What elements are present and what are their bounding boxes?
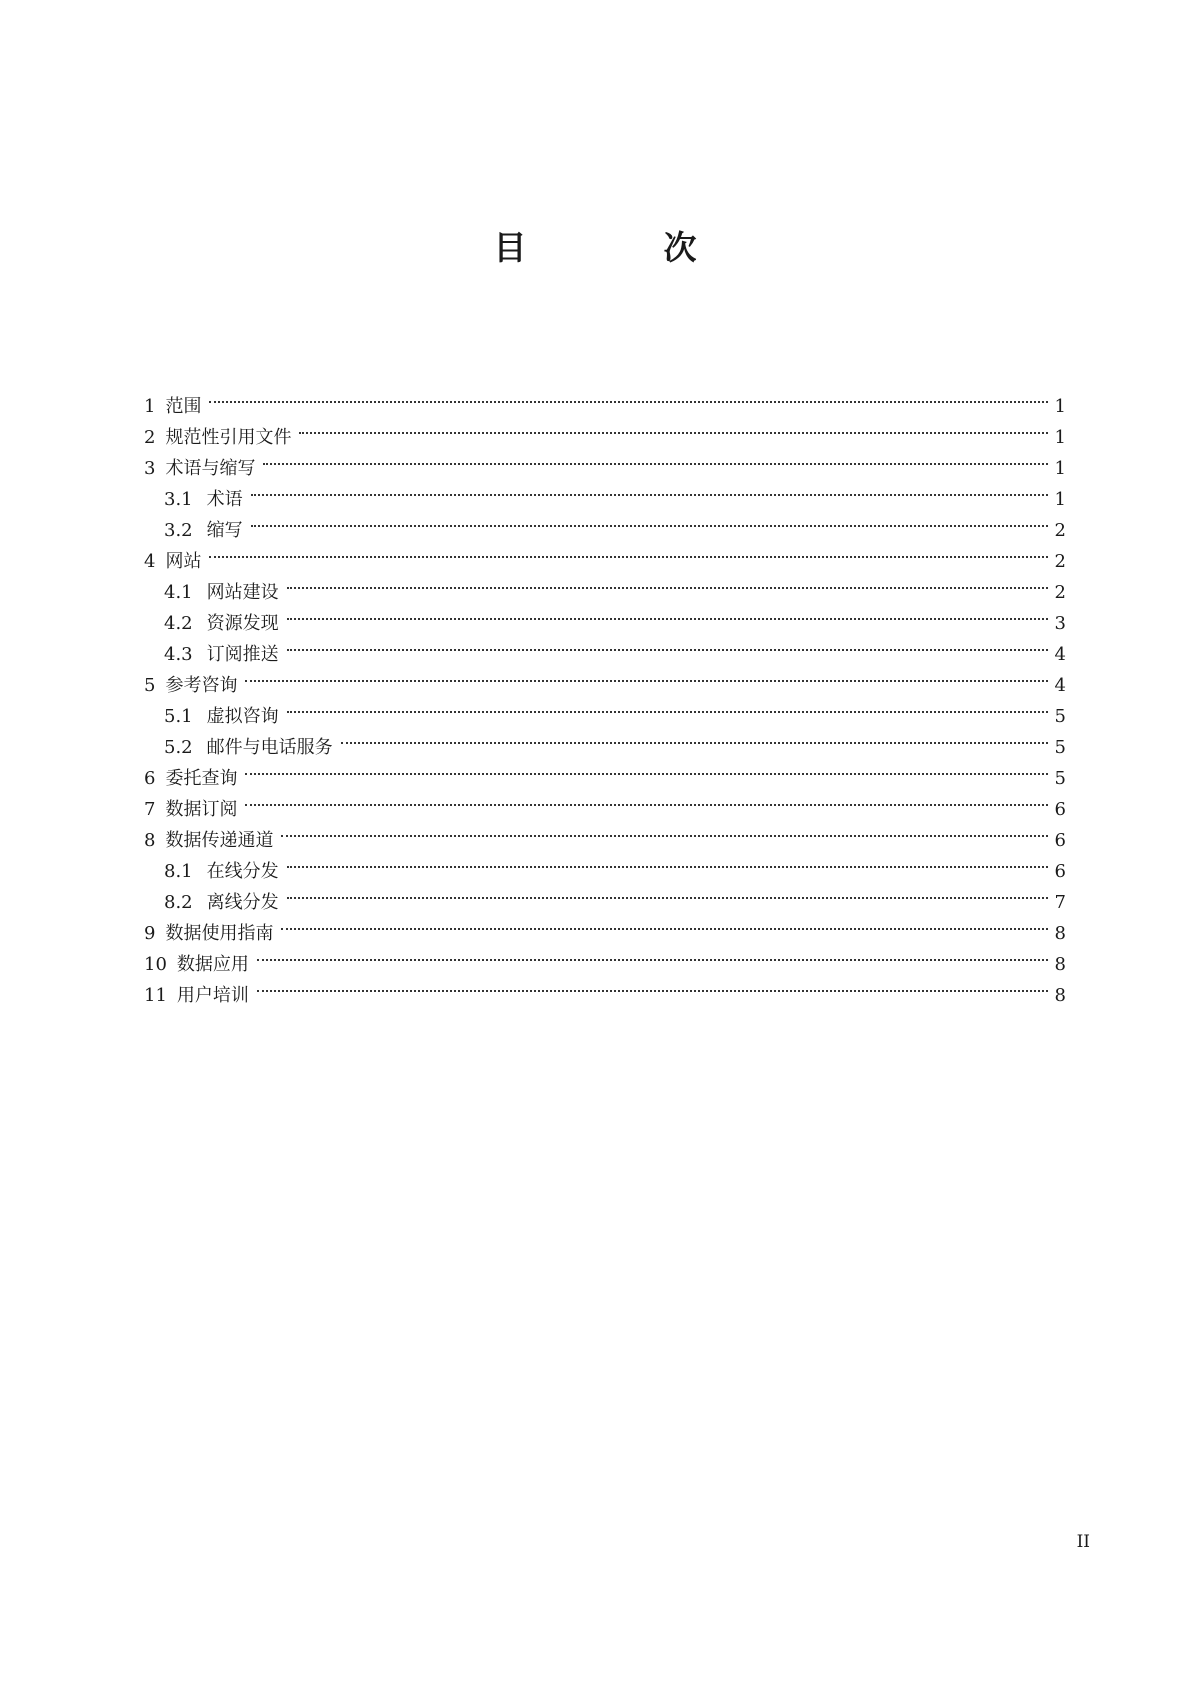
- toc-entry-number: 3.1: [164, 489, 193, 510]
- toc-entry[interactable]: [144, 939, 1066, 975]
- toc-entry-title: 术语与缩写: [165, 458, 256, 479]
- toc-entry-title: 离线分发: [206, 892, 279, 913]
- toc-entry[interactable]: [144, 412, 1066, 448]
- table-of-contents: [144, 381, 1066, 1006]
- toc-entry[interactable]: [144, 784, 1066, 820]
- toc-entry-title: 订阅推送: [206, 644, 279, 665]
- toc-entry-number: 5: [144, 675, 156, 696]
- toc-entry[interactable]: [144, 877, 1066, 913]
- toc-entry-page: 2: [1054, 551, 1066, 572]
- toc-entry-page: 5: [1054, 768, 1066, 789]
- toc-entry[interactable]: [144, 381, 1066, 417]
- page-number: II: [1076, 1532, 1090, 1552]
- toc-entry-title: 委托查询: [165, 768, 238, 789]
- toc-entry[interactable]: [144, 970, 1066, 1006]
- toc-entry-page: 8: [1054, 985, 1066, 1006]
- toc-entry-number: 10: [144, 954, 167, 975]
- toc-entry-title: 数据使用指南: [165, 923, 274, 944]
- toc-dot-leader: [251, 474, 1048, 505]
- toc-entry-number: 5.2: [164, 737, 193, 758]
- toc-dot-leader: [287, 629, 1048, 660]
- toc-entry-title: 邮件与电话服务: [206, 737, 333, 758]
- toc-entry[interactable]: [144, 908, 1066, 944]
- toc-entry-page: 8: [1054, 954, 1066, 975]
- toc-entry-number: 6: [144, 768, 156, 789]
- toc-entry-number: 7: [144, 799, 156, 820]
- toc-entry-number: 8: [144, 830, 156, 851]
- page-title: 目 次: [493, 228, 749, 267]
- toc-entry-number: 4.1: [164, 582, 193, 603]
- toc-entry[interactable]: [144, 753, 1066, 789]
- toc-entry-page: 7: [1054, 892, 1066, 913]
- toc-entry-number: 3: [144, 458, 156, 479]
- toc-entry-page: 8: [1054, 923, 1066, 944]
- toc-entry-page: 1: [1054, 489, 1066, 510]
- toc-entry[interactable]: [144, 474, 1066, 510]
- toc-entry-page: 3: [1054, 613, 1066, 634]
- toc-entry-number: 3.2: [164, 520, 193, 541]
- toc-entry-number: 8.1: [164, 861, 193, 882]
- toc-dot-leader: [257, 970, 1048, 1001]
- toc-entry-number: 2: [144, 427, 156, 448]
- toc-entry-title: 在线分发: [206, 861, 279, 882]
- toc-entry-page: 1: [1054, 396, 1066, 417]
- toc-entry-title: 虚拟咨询: [206, 706, 279, 727]
- toc-entry-number: 8.2: [164, 892, 193, 913]
- toc-entry[interactable]: [144, 505, 1066, 541]
- toc-dot-leader: [287, 598, 1048, 629]
- toc-entry[interactable]: [144, 815, 1066, 851]
- toc-dot-leader: [209, 536, 1048, 567]
- toc-entry-title: 数据订阅: [165, 799, 238, 820]
- toc-entry-title: 规范性引用文件: [165, 427, 292, 448]
- toc-entry[interactable]: [144, 536, 1066, 572]
- toc-entry[interactable]: [144, 598, 1066, 634]
- toc-dot-leader: [257, 939, 1048, 970]
- toc-entry-number: 5.1: [164, 706, 193, 727]
- toc-entry[interactable]: [144, 567, 1066, 603]
- toc-entry-number: 4.3: [164, 644, 193, 665]
- toc-dot-leader: [287, 877, 1048, 908]
- toc-entry[interactable]: [144, 443, 1066, 479]
- toc-entry-title: 网站: [165, 551, 202, 572]
- toc-dot-leader: [263, 443, 1048, 474]
- toc-dot-leader: [251, 505, 1048, 536]
- toc-dot-leader: [209, 381, 1048, 412]
- toc-dot-leader: [341, 722, 1048, 753]
- toc-entry[interactable]: [144, 691, 1066, 727]
- toc-dot-leader: [287, 691, 1048, 722]
- toc-entry-page: 5: [1054, 706, 1066, 727]
- toc-entry[interactable]: [144, 629, 1066, 665]
- toc-dot-leader: [245, 753, 1048, 784]
- toc-entry-number: 4: [144, 551, 156, 572]
- toc-dot-leader: [281, 815, 1048, 846]
- toc-entry-page: 2: [1054, 582, 1066, 603]
- toc-entry-title: 用户培训: [176, 985, 249, 1006]
- toc-dot-leader: [287, 846, 1048, 877]
- toc-entry-page: 4: [1054, 675, 1066, 696]
- toc-entry-title: 缩写: [206, 520, 243, 541]
- toc-dot-leader: [287, 567, 1048, 598]
- toc-entry-page: 5: [1054, 737, 1066, 758]
- toc-dot-leader: [245, 660, 1048, 691]
- toc-entry-title: 资源发现: [206, 613, 279, 634]
- toc-entry[interactable]: [144, 722, 1066, 758]
- toc-entry-page: 6: [1054, 830, 1066, 851]
- toc-entry-page: 2: [1054, 520, 1066, 541]
- toc-entry-page: 6: [1054, 799, 1066, 820]
- toc-entry-title: 数据应用: [176, 954, 249, 975]
- toc-dot-leader: [299, 412, 1048, 443]
- toc-entry-page: 6: [1054, 861, 1066, 882]
- toc-entry-title: 网站建设: [206, 582, 279, 603]
- toc-entry[interactable]: [144, 846, 1066, 882]
- toc-entry-page: 1: [1054, 458, 1066, 479]
- toc-entry-page: 1: [1054, 427, 1066, 448]
- toc-entry[interactable]: [144, 660, 1066, 696]
- toc-entry-number: 4.2: [164, 613, 193, 634]
- toc-entry-number: 1: [144, 396, 156, 417]
- toc-entry-title: 数据传递通道: [165, 830, 274, 851]
- toc-dot-leader: [245, 784, 1048, 815]
- toc-entry-title: 术语: [206, 489, 243, 510]
- toc-dot-leader: [281, 908, 1048, 939]
- toc-entry-title: 参考咨询: [165, 675, 238, 696]
- toc-entry-title: 范围: [165, 396, 202, 417]
- toc-entry-number: 9: [144, 923, 156, 944]
- toc-entry-number: 11: [144, 985, 167, 1006]
- toc-entry-page: 4: [1054, 644, 1066, 665]
